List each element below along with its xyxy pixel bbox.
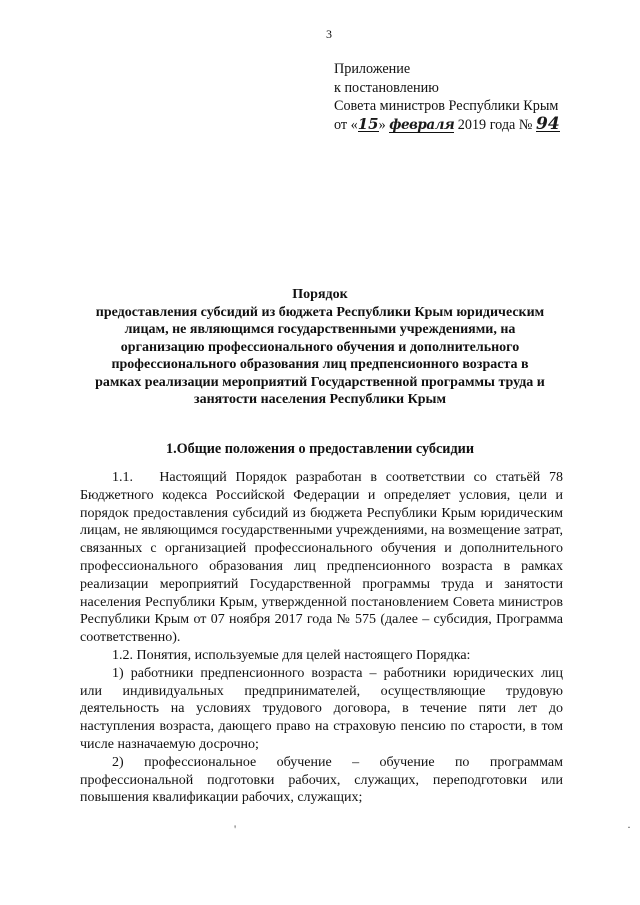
- title-line-6: занятости населения Республики Крым: [193, 392, 446, 407]
- appendix-line-3: Совета министров Республики Крым: [334, 98, 559, 114]
- year-text: 2019 года №: [457, 116, 533, 133]
- paragraph-item-2: 2) профессиональное обучение – обучение по программам профессиональной подготовки рабочих, служащих, переподготовки или повышения квалификации рабочих, служащих;: [80, 754, 563, 806]
- body-text: [80, 469, 563, 807]
- paragraph-1-1: 1.1. Настоящий Порядок разработан в соответствии со статьёй 78 Бюджетного кодекса Российской Федерации и определяет условия, цели и порядок предоставления субсидий из бюджета Республики Крым юридическим лицам, не являющимся государственными учреждениями, на возмещение затрат, связанных с организацией профессионального обучения и дополнительного профессионального образования лиц предпенсионного возраста в рамках реализации мероприятий Государственной программы труда и занятости населения Республики Крым, утвержденной постановлением Совета министров Республики Крым от 07 ноября 2017 года № 575 (далее – субсидия, Программа соответственно).: [80, 470, 563, 646]
- title-line-3: организацию профессионального обучения и дополнительного: [120, 339, 520, 355]
- scan-dot: ·: [627, 820, 631, 834]
- title-line-1: предоставления субсидий из бюджета Республики Крым юридическим: [95, 304, 545, 320]
- title-line-2: лицам, не являющимся государственными учреждениями, на: [124, 322, 516, 337]
- document-title: [78, 286, 562, 409]
- appendix-line-1: Приложение: [334, 61, 411, 77]
- scan-mark: ': [234, 822, 237, 836]
- date-prefix: от «: [334, 116, 358, 133]
- appendix-block: [334, 60, 560, 134]
- appendix-line-2: к постановлению: [334, 79, 439, 96]
- paragraph-1-2: 1.2. Понятия, используемые для целей настоящего Порядка:: [112, 647, 471, 663]
- handwritten-day: 15: [357, 114, 379, 133]
- title-heading: Порядок: [292, 287, 348, 302]
- title-line-4: профессионального образования лиц предпенсионного возраста в: [111, 357, 529, 372]
- handwritten-month: февраля: [389, 116, 455, 133]
- title-line-5: рамках реализации мероприятий Государственной программы труда и: [95, 374, 545, 390]
- appendix-date-line: [334, 113, 560, 135]
- handwritten-number: 94: [535, 113, 560, 134]
- date-quote-close: »: [378, 116, 386, 133]
- page-number: 3: [326, 27, 332, 41]
- section-heading: 1.Общие положения о предоставлении субсидии: [165, 441, 475, 457]
- paragraph-item-1: 1) работники предпенсионного возраста – работники юридических лиц или индивидуальных предпринимателей, осуществляющие трудовую деятельность на условиях трудового договора, в течение пяти лет до наступления возраста, дающего право на страховую пенсию по старости, в том числе назначаемую досрочно;: [80, 665, 563, 752]
